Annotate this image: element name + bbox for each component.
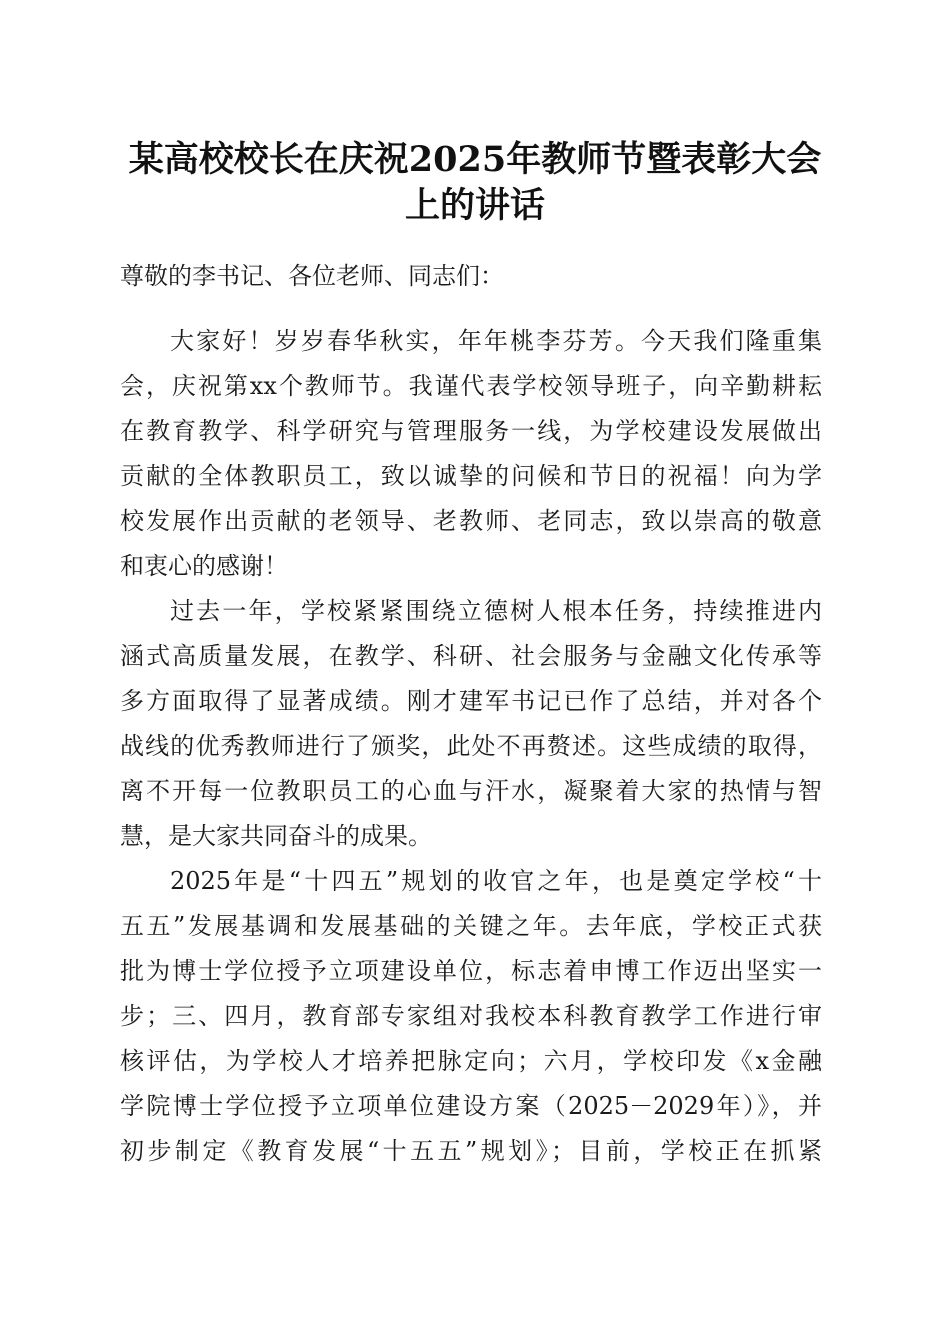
paragraph-1-line-5: 校发展作出贡献的老领导、老教师、老同志，致以崇高的敬意 (120, 507, 822, 535)
paragraph-2-line-6: 慧，是大家共同奋斗的成果。 (120, 822, 432, 850)
paragraph-1-line-6: 和衷心的感谢！ (120, 552, 288, 580)
paragraph-2-line-2: 涵式高质量发展，在教学、科研、社会服务与金融文化传承等 (120, 642, 822, 670)
paragraph-3-line-6: 学院博士学位授予立项单位建设方案（2025－2029年）》，并 (120, 1092, 822, 1120)
paragraph-2-line-5: 离不开每一位教职员工的心血与汗水，凝聚着大家的热情与智 (120, 777, 822, 805)
document-title-line-1: 某高校校长在庆祝2025年教师节暨表彰大会 (128, 139, 822, 180)
paragraph-1-line-3: 在教育教学、科学研究与管理服务一线，为学校建设发展做出 (120, 417, 822, 445)
paragraph-1-line-1: 大家好！岁岁春华秋实，年年桃李芬芳。今天我们隆重集 (170, 327, 822, 355)
paragraph-3-line-2: 五五”发展基调和发展基础的关键之年。去年底，学校正式获 (120, 912, 822, 940)
document-title-line-2: 上的讲话 (404, 185, 545, 226)
paragraph-3-line-4: 步；三、四月，教育部专家组对我校本科教育教学工作进行审 (120, 1002, 822, 1030)
paragraph-2-line-4: 战线的优秀教师进行了颁奖，此处不再赘述。这些成绩的取得， (120, 732, 822, 760)
paragraph-3-line-3: 批为博士学位授予立项建设单位，标志着申博工作迈出坚实一 (120, 957, 822, 985)
paragraph-3-line-1: 2025年是“十四五”规划的收官之年，也是奠定学校“十 (170, 867, 822, 895)
paragraph-1-line-4: 贡献的全体教职员工，致以诚挚的问候和节日的祝福！向为学 (120, 462, 822, 490)
paragraph-3-line-5: 核评估，为学校人才培养把脉定向；六月，学校印发《x金融 (120, 1047, 822, 1075)
salutation: 尊敬的李书记、各位老师、同志们： (120, 262, 504, 290)
paragraph-3-line-7: 初步制定《教育发展“十五五”规划》；目前，学校正在抓紧 (120, 1137, 822, 1165)
paragraph-1-line-2: 会，庆祝第xx个教师节。我谨代表学校领导班子，向辛勤耕耘 (120, 372, 822, 400)
paragraph-2-line-1: 过去一年，学校紧紧围绕立德树人根本任务，持续推进内 (170, 597, 822, 625)
paragraph-2-line-3: 多方面取得了显著成绩。刚才建军书记已作了总结，并对各个 (120, 687, 822, 715)
